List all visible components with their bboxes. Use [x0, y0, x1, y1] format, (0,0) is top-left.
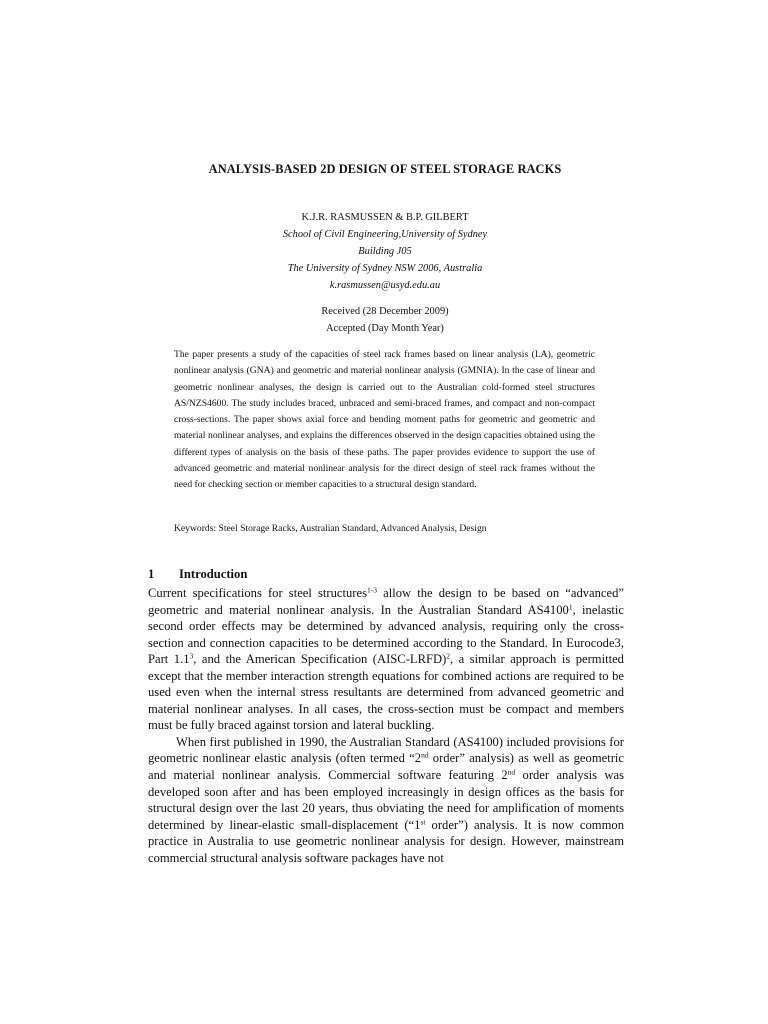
paragraph-1: [148, 585, 624, 734]
text-run: , a similar approach is permitted except that the member interaction strength equations for combined actions are required to be used even when the internal stress resultants are determined from advanced geometric and material nonlinear analyses. In all cases, the cross-section must be compact and members must be fully braced against torsion and lateral buckling.: [148, 652, 624, 733]
author-email: k.rasmussen@usyd.edu.au: [329, 280, 441, 291]
affiliation-line-1: School of Civil Engineering,University of Sydney: [282, 229, 488, 240]
citation-superscript: 1: [568, 602, 573, 612]
paper-title: ANALYSIS-BASED 2D DESIGN OF STEEL STORAGE RACKS: [208, 162, 562, 176]
section-title: Introduction: [179, 567, 248, 581]
text-run: order”) analysis. It is now common practice in Australia to use geometric nonlinear analysis for design. However, mainstream commercial structural analysis software packages have not: [148, 817, 624, 865]
author-block: [235, 209, 535, 294]
section-number: 1: [148, 567, 155, 581]
text-run: allow the design to be based on “advanced” geometric and material nonlinear analysis. In the Australian Standard AS4100: [148, 586, 624, 617]
section-body: [148, 585, 624, 866]
abstract-text: The paper presents a study of the capacities of steel rack frames based on linear analysis (LA), geometric nonlinear analysis (GNA) and geometric and material nonlinear analysis (GMNIA). In the case of linear and geometric nonlinear analyses, the design is carried out to the Australian cold-formed steel structures AS/NZS4600. The study includes braced, unbraced and semi-braced frames, and compact and non-compact cross-sections. The paper shows axial force and bending moment paths for geometric and geometric and material nonlinear analyses, and explains the differences observed in the design capacities obtained using the different types of analysis on the basis of these paths. The paper provides evidence to support the use of advanced geometric and material nonlinear analysis for the direct design of steel rack frames without the need for checking section or member capacities to a structural design standard.: [174, 349, 595, 491]
text-run: , and the American Specification (AISC-LRFD): [193, 652, 447, 667]
ordinal-superscript: st: [420, 817, 426, 827]
citation-superscript: 1-3: [366, 585, 377, 595]
received-date: Received (28 December 2009): [321, 306, 449, 317]
citation-superscript: 3: [189, 651, 194, 661]
authors: K.J.R. RASMUSSEN & B.P. GILBERT: [301, 212, 469, 223]
text-run: order” analysis) as well as geometric and material nonlinear analysis. Commercial software featuring 2: [148, 751, 624, 783]
affiliation-line-2: Building J05: [358, 246, 412, 257]
section-heading: [148, 567, 624, 582]
accepted-date: Accepted (Day Month Year): [326, 322, 444, 334]
ordinal-superscript: nd: [421, 750, 429, 760]
paragraph-2: [148, 734, 624, 866]
keywords: Keywords: Steel Storage Racks, Australian Standard, Advanced Analysis, Design: [174, 523, 487, 534]
affiliation-line-3: The University of Sydney NSW 2006, Australia: [287, 263, 483, 274]
submission-dates: [235, 304, 535, 337]
abstract: [174, 347, 595, 494]
text-run: , inelastic second order effects may be determined by advanced analysis, requiring only the cross-section and connection capacities to be determined according to the Standard. In Eurocode3, Part 1.1: [148, 602, 624, 667]
ordinal-superscript: nd: [507, 767, 516, 777]
citation-superscript: 2: [446, 651, 451, 661]
text-run: Current specifications for steel structures: [148, 586, 367, 600]
text-run: When first published in 1990, the Australian Standard (AS4100) included provisions for geometric nonlinear elastic analysis (often termed “2: [148, 734, 624, 766]
text-run: order analysis was developed soon after and has been employed increasingly in design offices as the basis for structural design over the last 20 years, thus obviating the need for amplification of moments determined by linear-elastic small-displacement (“1: [148, 768, 624, 832]
